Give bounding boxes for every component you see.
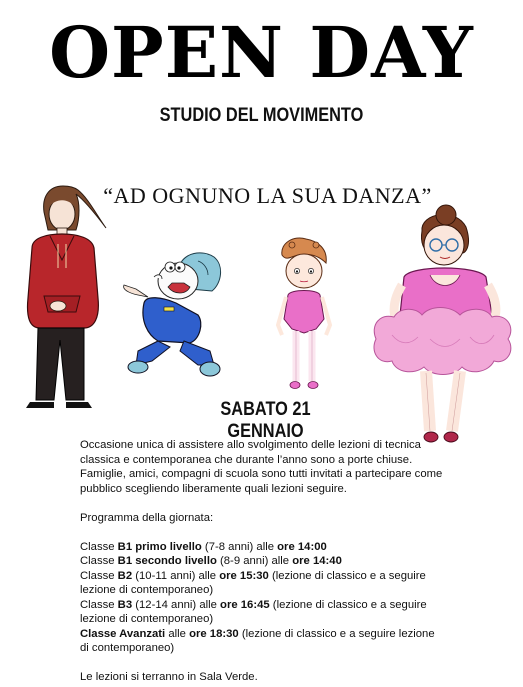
page-title: OPEN DAY bbox=[49, 11, 474, 94]
intro-line: Occasione unica di assistere allo svolgimento delle lezioni di tecnica bbox=[80, 439, 421, 451]
description-block bbox=[80, 438, 480, 685]
schedule-item: Classe B3 (12-14 anni) alle ore 16:45 (lezione di classico e a seguire bbox=[80, 598, 427, 611]
event-date: SABATO 21 GENNAIO bbox=[220, 399, 311, 442]
program-heading: Programma della giornata: bbox=[80, 511, 214, 524]
schedule-item: Classe B1 primo livello (7-8 anni) alle ore 14:00 bbox=[80, 540, 327, 553]
intro-line: pubblico scegliendo liberamente quali lezioni seguire. bbox=[80, 482, 347, 495]
intro-line: classica e contemporanea che durante l’anno sono a porte chiuse. bbox=[80, 453, 413, 466]
little-ballerina-illustration bbox=[270, 235, 340, 395]
subtitle: STUDIO DEL MOVIMENTO bbox=[159, 105, 364, 126]
motto: “AD OGNUNO LA SUA DANZA” bbox=[103, 183, 432, 208]
schedule-item: Classe B2 (10-11 anni) alle ore 15:30 (lezione di classico e a seguire bbox=[80, 569, 426, 582]
schedule-item-continuation: di contemporaneo) bbox=[80, 642, 175, 654]
tutu-dancer-illustration bbox=[370, 205, 515, 450]
schedule-item-continuation: lezione di contemporaneo) bbox=[80, 584, 214, 596]
hoodie-person-illustration bbox=[18, 178, 110, 408]
schedule-item: Classe B1 secondo livello (8-9 anni) alle ore 14:40 bbox=[80, 555, 342, 567]
schedule-item-continuation: lezione di contemporaneo) bbox=[80, 613, 214, 625]
intro-line: Famiglie, amici, compagni di scuola sono tutti invitati a partecipare come bbox=[80, 468, 443, 480]
footer-note: Le lezioni si terranno in Sala Verde. bbox=[80, 671, 258, 683]
schedule-item: Classe Avanzati alle ore 18:30 (lezione di classico e a seguire lezione bbox=[80, 627, 435, 640]
breakdancer-illustration bbox=[118, 243, 230, 383]
